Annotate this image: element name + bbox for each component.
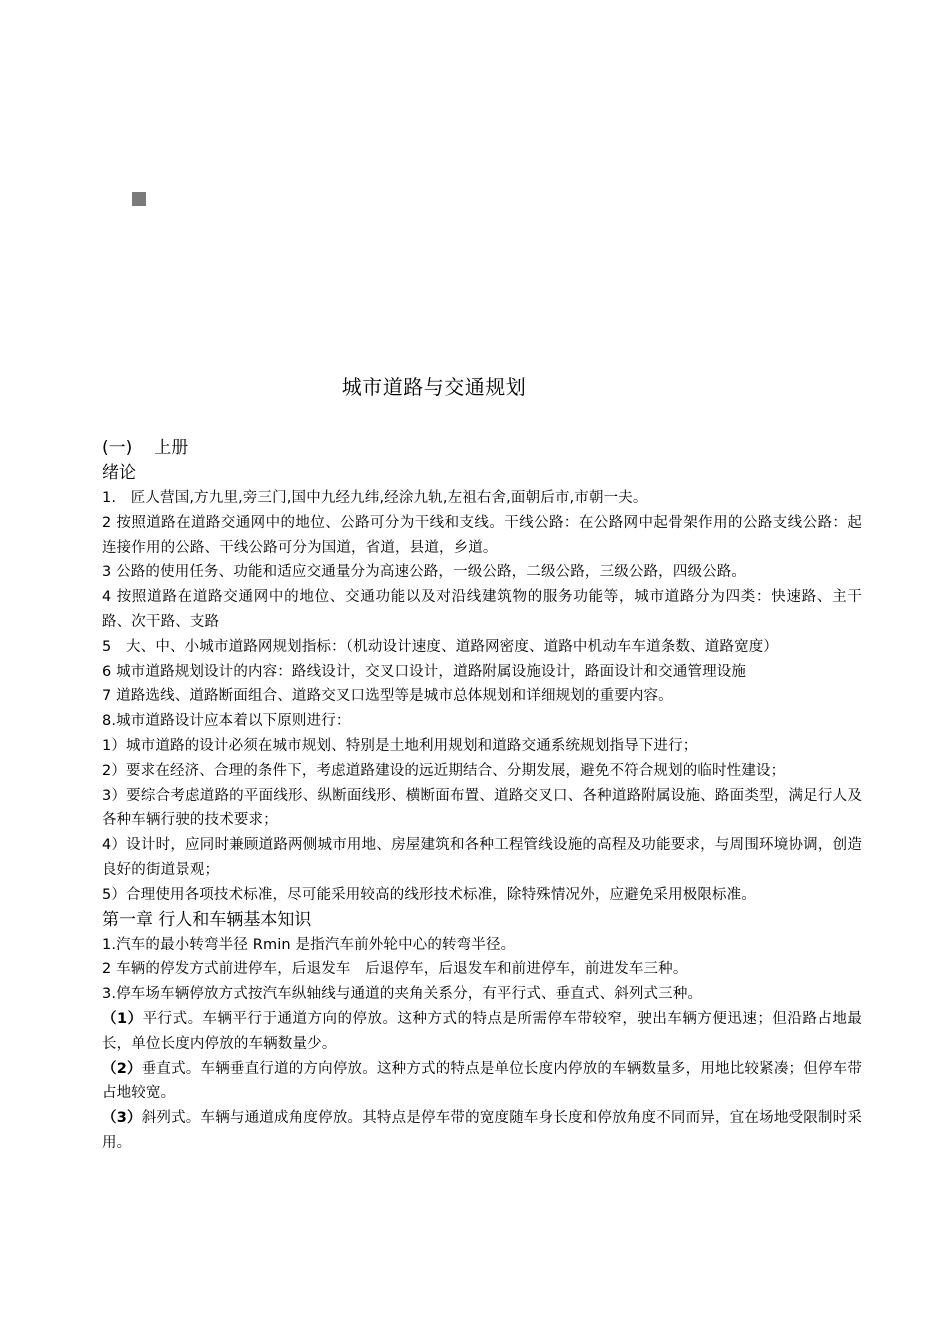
parking-type-3 — [102, 1106, 862, 1156]
intro-item-3: 3 公路的使用任务、功能和适应交通量分为高速公路，一级公路，二级公路，三级公路，四级公路。 — [102, 564, 747, 581]
intro-item-6: 6 城市道路规划设计的内容：路线设计，交叉口设计，道路附属设施设计，路面设计和交通管理设施 — [102, 663, 747, 680]
parking-type-1-text: 平行式。车辆平行于通道方向的停放。这种方式的特点是所需停车带较窄，驶出车辆方便迅速；但沿路占地最长，单位长度内停放的车辆数量少。 — [102, 1010, 862, 1052]
intro-item-2: 2 按照道路在道路交通网中的地位、公路可分为干线和支线。干线公路：在公路网中起骨架作用的公路支线公路：起连接作用的公路、干线公路可分为国道，省道，县道，乡道。 — [102, 514, 862, 556]
intro-item-1: 1. 匠人营国,方九里,旁三门,国中九经九纬,经涂九轨,左祖右舍,面朝后市,市朝一夫。 — [102, 490, 648, 506]
principle-item-4: 4）设计时，应同时兼顾道路两侧城市用地、房屋建筑和各种工程管线设施的高程及功能要求，与周围环境协调，创造良好的街道景观； — [102, 837, 862, 878]
document-title: 城市道路与交通规划 — [341, 375, 527, 399]
parking-type-1 — [102, 1007, 862, 1057]
part-number: (一) — [102, 438, 133, 458]
square-bullet-mark — [132, 192, 146, 206]
intro-item-4: 4 按照道路在道路交通网中的地位、交通功能以及对沿线建筑物的服务功能等，城市道路分为四类：快速路、主干路、次干路、支路 — [102, 589, 862, 630]
document-body — [102, 436, 862, 1156]
chapter1-item-3: 3.停车场车辆停放方式按汽车纵轴线与通道的夹角关系分，有平行式、垂直式、斜列式三种。 — [102, 986, 703, 1003]
parking-type-2-number: （2） — [102, 1060, 142, 1077]
parking-type-3-number: （3） — [102, 1110, 142, 1127]
part-label: 上册 — [154, 438, 189, 458]
intro-item-7: 7 道路选线、道路断面组合、道路交叉口选型等是城市总体规划和详细规划的重要内容。 — [102, 688, 673, 705]
intro-heading: 绪论 — [102, 463, 136, 483]
intro-item-5: 5 大、中、小城市道路网规划指标：（机动设计速度、道路网密度、道路中机动车车道条数、道路宽度） — [102, 638, 779, 655]
parking-type-1-number: （1） — [102, 1010, 143, 1027]
chapter1-heading: 第一章 行人和车辆基本知识 — [102, 909, 312, 930]
principle-item-3: 3）要综合考虑道路的平面线形、纵断面线形、横断面布置、道路交叉口、各种道路附属设施、路面类型，满足行人及各种车辆行驶的技术要求； — [102, 787, 862, 829]
parking-type-3-text: 斜列式。车辆与通道成角度停放。其特点是停车带的宽度随车身长度和停放角度不同而异，宜在场地受限制时采用。 — [102, 1110, 862, 1151]
part-heading — [102, 436, 862, 461]
intro-item-8: 8.城市道路设计应本着以下原则进行： — [102, 713, 351, 730]
chapter1-item-1: 1.汽车的最小转弯半径 Rmin 是指汽车前外轮中心的转弯半径。 — [102, 936, 516, 953]
principle-item-5: 5）合理使用各项技术标准，尽可能采用较高的线形技术标准，除特殊情况外，应避免采用极限标准。 — [102, 886, 756, 903]
principle-item-2: 2）要求在经济、合理的条件下，考虑道路建设的远近期结合、分期发展，避免不符合规划的临时性建设； — [102, 762, 786, 779]
principle-item-1: 1）城市道路的设计必须在城市规划、特别是土地利用规划和道路交通系统规划指导下进行； — [102, 737, 698, 754]
parking-type-2-text: 垂直式。车辆垂直行道的方向停放。这种方式的特点是单位长度内停放的车辆数量多，用地比较紧凑；但停车带占地较宽。 — [102, 1060, 862, 1102]
chapter1-item-2: 2 车辆的停发方式前进停车，后退发车 后退停车，后退发车和前进停车，前进发车三种。 — [102, 961, 688, 978]
parking-type-2 — [102, 1057, 862, 1107]
